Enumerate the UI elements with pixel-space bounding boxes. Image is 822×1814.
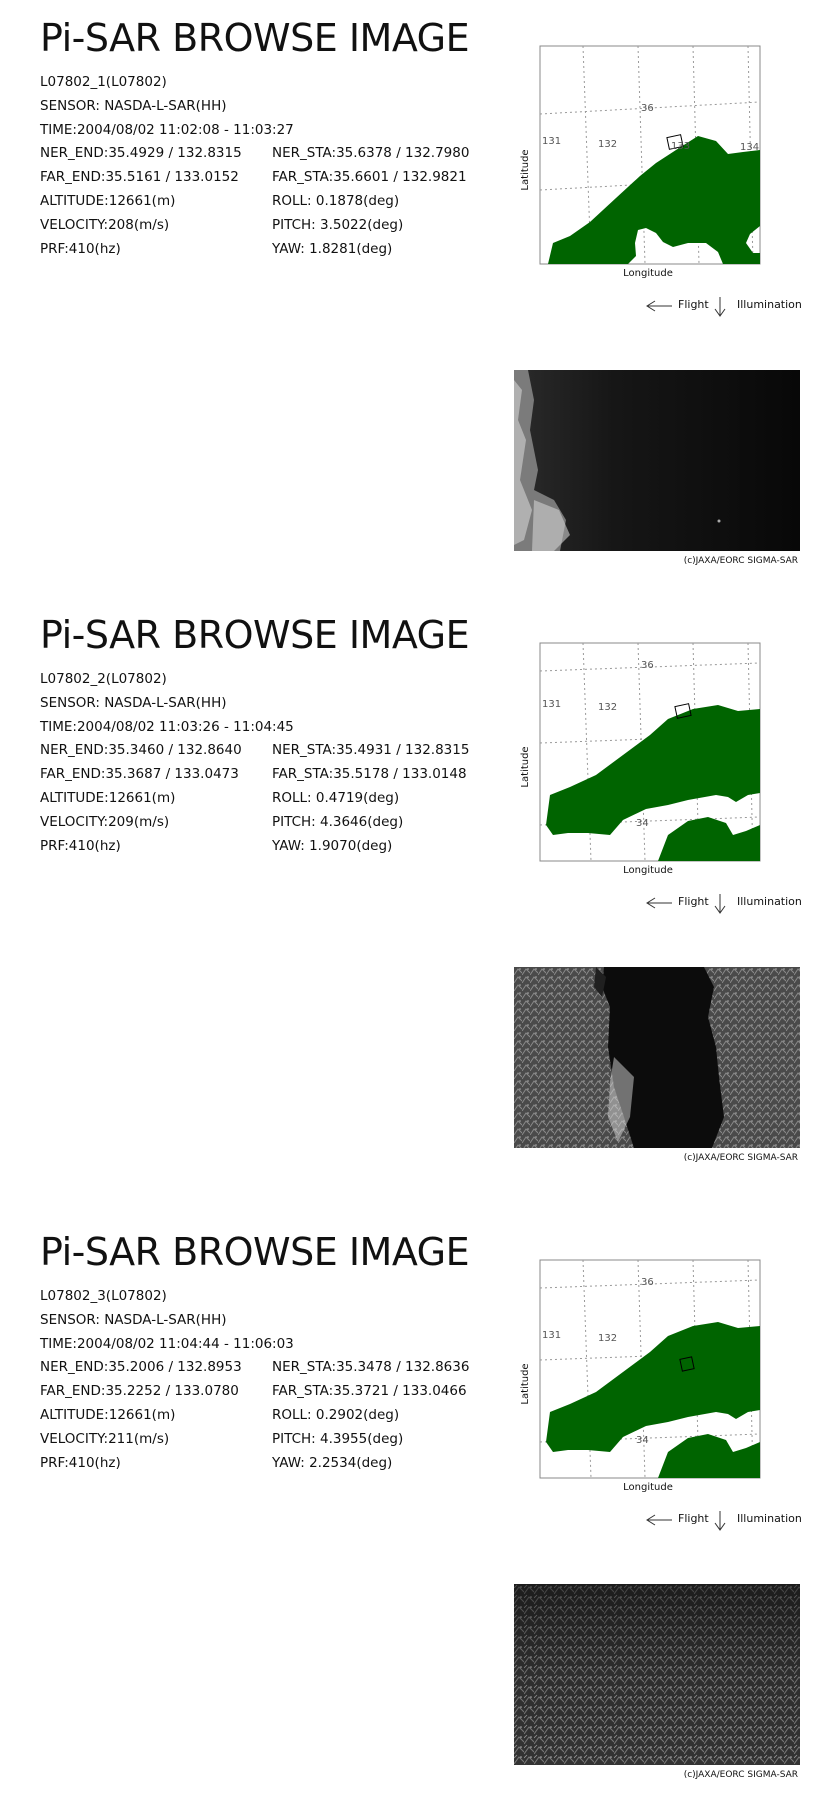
roll: ROLL: 0.1878(deg): [272, 193, 400, 209]
location-map-svg: [520, 38, 778, 288]
illumination-arrow-icon: [713, 893, 727, 915]
location-map-svg: [520, 1252, 778, 1502]
flight-arrow-icon: [645, 300, 673, 312]
grid-label-34: 34: [636, 818, 649, 829]
record-title: Pi-SAR BROWSE IMAGE: [40, 1230, 470, 1274]
direction-legend: [645, 1510, 805, 1532]
far-end-coords: FAR_END:35.2252 / 133.0780: [40, 1383, 239, 1399]
sar-browse-image: [514, 967, 800, 1148]
location-map: [520, 1252, 778, 1502]
near-end-coords: NER_END:35.3460 / 132.8640: [40, 742, 242, 758]
scene-id: L07802_1(L07802): [40, 74, 167, 90]
far-end-coords: FAR_END:35.5161 / 133.0152: [40, 169, 239, 185]
far-start-coords: FAR_STA:35.5178 / 133.0148: [272, 766, 467, 782]
sar-browse-image: [514, 370, 800, 551]
acquisition-time: TIME:2004/08/02 11:04:44 - 11:06:03: [40, 1336, 294, 1352]
copyright: (c)JAXA/EORC SIGMA-SAR: [683, 556, 798, 566]
copyright: (c)JAXA/EORC SIGMA-SAR: [683, 1153, 798, 1163]
near-start-coords: NER_STA:35.6378 / 132.7980: [272, 145, 470, 161]
near-end-coords: NER_END:35.4929 / 132.8315: [40, 145, 242, 161]
grid-label-131: 131: [542, 136, 562, 147]
prf: PRF:410(hz): [40, 241, 121, 257]
grid-label-131: 131: [542, 1330, 562, 1341]
flight-label: Flight: [678, 298, 709, 311]
direction-legend: [645, 296, 805, 318]
altitude: ALTITUDE:12661(m): [40, 193, 176, 209]
scene-id: L07802_2(L07802): [40, 671, 167, 687]
location-map: [520, 38, 778, 288]
velocity: VELOCITY:211(m/s): [40, 1431, 170, 1447]
flight-arrow-icon: [645, 1514, 673, 1526]
browse-record-3: [0, 1214, 822, 1814]
record-title: Pi-SAR BROWSE IMAGE: [40, 16, 470, 60]
far-start-coords: FAR_STA:35.6601 / 132.9821: [272, 169, 467, 185]
altitude: ALTITUDE:12661(m): [40, 790, 176, 806]
yaw: YAW: 1.8281(deg): [272, 241, 393, 257]
browse-record-1: [0, 0, 822, 600]
sar-browse-image: [514, 1584, 800, 1765]
velocity: VELOCITY:209(m/s): [40, 814, 170, 830]
flight-label: Flight: [678, 895, 709, 908]
near-end-coords: NER_END:35.2006 / 132.8953: [40, 1359, 242, 1375]
grid-label-34: 34: [636, 1435, 649, 1446]
velocity: VELOCITY:208(m/s): [40, 217, 170, 233]
grid-label-133: 133: [671, 141, 691, 152]
sensor: SENSOR: NASDA-L-SAR(HH): [40, 98, 227, 114]
grid-label-131: 131: [542, 699, 562, 710]
longitude-label: Longitude: [623, 268, 673, 279]
sensor: SENSOR: NASDA-L-SAR(HH): [40, 695, 227, 711]
yaw: YAW: 2.2534(deg): [272, 1455, 393, 1471]
prf: PRF:410(hz): [40, 1455, 121, 1471]
copyright: (c)JAXA/EORC SIGMA-SAR: [683, 1770, 798, 1780]
far-end-coords: FAR_END:35.3687 / 133.0473: [40, 766, 239, 782]
location-map-svg: [520, 635, 778, 885]
far-start-coords: FAR_STA:35.3721 / 133.0466: [272, 1383, 467, 1399]
flight-arrow-icon: [645, 897, 673, 909]
location-map: [520, 635, 778, 885]
latitude-label: Latitude: [520, 1363, 531, 1405]
illumination-label: Illumination: [737, 298, 802, 311]
illumination-arrow-icon: [713, 1510, 727, 1532]
longitude-label: Longitude: [623, 1482, 673, 1493]
flight-label: Flight: [678, 1512, 709, 1525]
grid-label-36: 36: [641, 1277, 654, 1288]
illumination-label: Illumination: [737, 1512, 802, 1525]
pitch: PITCH: 4.3646(deg): [272, 814, 404, 830]
scene-id: L07802_3(L07802): [40, 1288, 167, 1304]
grid-label-36: 36: [641, 660, 654, 671]
grid-label-132: 132: [598, 139, 618, 150]
near-start-coords: NER_STA:35.3478 / 132.8636: [272, 1359, 470, 1375]
direction-legend: [645, 893, 805, 915]
latitude-label: Latitude: [520, 746, 531, 788]
pitch: PITCH: 3.5022(deg): [272, 217, 404, 233]
illumination-arrow-icon: [713, 296, 727, 318]
sar-image-render: [514, 370, 800, 551]
yaw: YAW: 1.9070(deg): [272, 838, 393, 854]
illumination-label: Illumination: [737, 895, 802, 908]
near-start-coords: NER_STA:35.4931 / 132.8315: [272, 742, 470, 758]
pitch: PITCH: 4.3955(deg): [272, 1431, 404, 1447]
grid-label-132: 132: [598, 1333, 618, 1344]
longitude-label: Longitude: [623, 865, 673, 876]
sar-image-render: [514, 967, 800, 1148]
sar-image-render: [514, 1584, 800, 1765]
browse-record-2: [0, 597, 822, 1197]
altitude: ALTITUDE:12661(m): [40, 1407, 176, 1423]
acquisition-time: TIME:2004/08/02 11:02:08 - 11:03:27: [40, 122, 294, 138]
record-title: Pi-SAR BROWSE IMAGE: [40, 613, 470, 657]
roll: ROLL: 0.2902(deg): [272, 1407, 400, 1423]
acquisition-time: TIME:2004/08/02 11:03:26 - 11:04:45: [40, 719, 294, 735]
grid-label-134: 134: [740, 142, 760, 153]
grid-label-36: 36: [641, 103, 654, 114]
latitude-label: Latitude: [520, 149, 531, 191]
grid-label-132: 132: [598, 702, 618, 713]
sensor: SENSOR: NASDA-L-SAR(HH): [40, 1312, 227, 1328]
roll: ROLL: 0.4719(deg): [272, 790, 400, 806]
prf: PRF:410(hz): [40, 838, 121, 854]
